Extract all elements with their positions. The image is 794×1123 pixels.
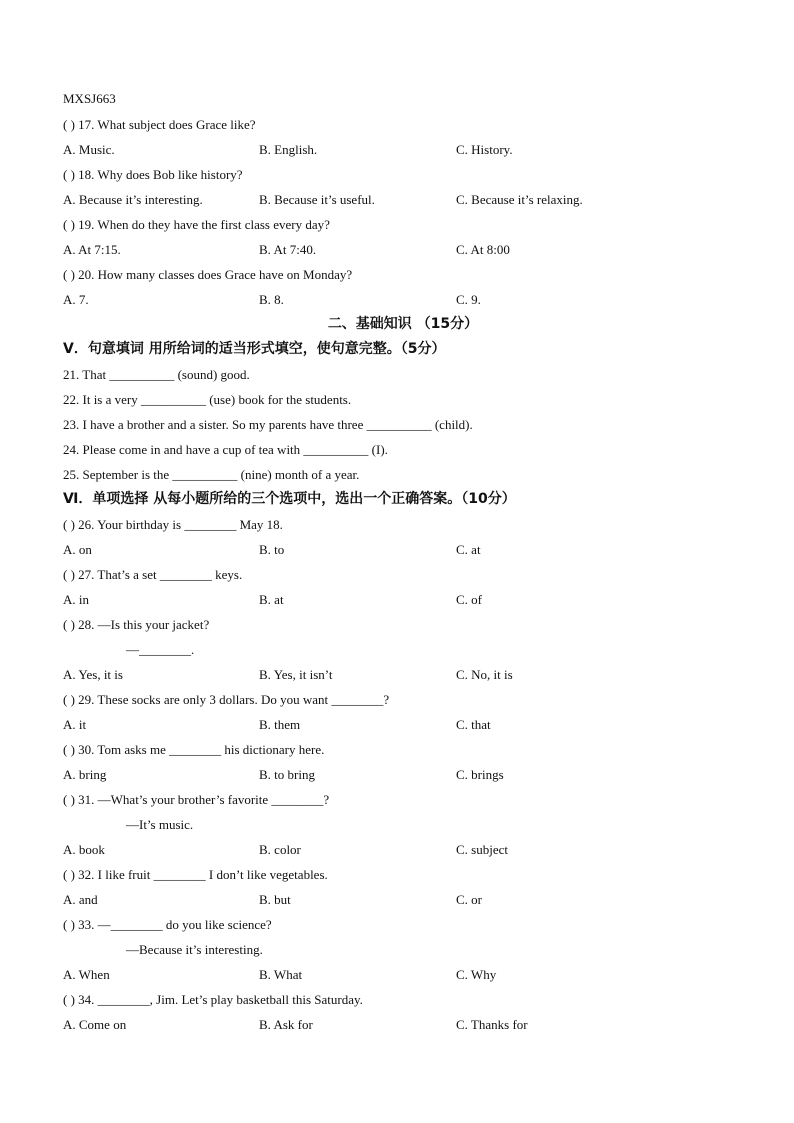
listening-question <box>63 212 743 262</box>
option-c: C. No, it is <box>456 667 513 682</box>
option-row <box>63 1012 743 1037</box>
part-heading: Ⅴ．句意填词 用所给词的适当形式填空，使句意完整。（5分） <box>63 341 446 357</box>
option-c: C. At 8:00 <box>456 242 510 257</box>
choice-question <box>63 737 743 787</box>
question-stem: ( ) 33. —________ do you like science? <box>63 917 272 932</box>
option-b: B. to <box>259 542 285 557</box>
fill-in-item: 21. That __________ (sound) good. <box>63 367 250 382</box>
option-b: B. to bring <box>259 767 315 782</box>
question-stem: ( ) 19. When do they have the first class every day? <box>63 217 330 232</box>
option-c: C. Because it’s relaxing. <box>456 192 583 207</box>
option-c: C. that <box>456 717 491 732</box>
option-row <box>63 762 743 787</box>
option-b: B. but <box>259 892 291 907</box>
question-stem: ( ) 18. Why does Bob like history? <box>63 167 243 182</box>
option-c: C. of <box>456 592 482 607</box>
option-row <box>63 887 743 912</box>
option-a: A. Music. <box>63 142 115 157</box>
part-heading: Ⅵ．单项选择 从每小题所给的三个选项中，选出一个正确答案。（10分） <box>63 491 516 507</box>
listening-question <box>63 162 743 212</box>
choice-question <box>63 562 743 612</box>
option-a: A. on <box>63 542 92 557</box>
listening-question <box>63 112 743 162</box>
exam-page <box>63 86 743 1037</box>
fill-in-item: 23. I have a brother and a sister. So my parents have three __________ (child). <box>63 417 473 432</box>
option-a: A. bring <box>63 767 107 782</box>
dialogue-reply: —________. <box>126 642 195 657</box>
choice-question <box>63 912 743 987</box>
option-a: A. Because it’s interesting. <box>63 192 203 207</box>
fill-in-item: 24. Please come in and have a cup of tea with __________ (I). <box>63 442 388 457</box>
fill-in-item: 22. It is a very __________ (use) book for the students. <box>63 392 352 407</box>
option-row <box>63 187 743 212</box>
question-stem: ( ) 34. ________, Jim. Let’s play basketball this Saturday. <box>63 992 363 1007</box>
option-c: C. 9. <box>456 292 481 307</box>
question-stem: ( ) 28. —Is this your jacket? <box>63 617 210 632</box>
option-row <box>63 837 743 862</box>
option-a: A. At 7:15. <box>63 242 121 257</box>
option-row <box>63 137 743 162</box>
option-c: C. at <box>456 542 481 557</box>
question-stem: ( ) 29. These socks are only 3 dollars. Do you want ________? <box>63 692 390 707</box>
option-c: C. brings <box>456 767 504 782</box>
option-c: C. Thanks for <box>456 1017 528 1032</box>
fill-in-item: 25. September is the __________ (nine) month of a year. <box>63 467 360 482</box>
option-a: A. 7. <box>63 292 89 307</box>
question-stem: ( ) 17. What subject does Grace like? <box>63 117 256 132</box>
option-a: A. Yes, it is <box>63 667 123 682</box>
option-a: A. it <box>63 717 87 732</box>
option-row <box>63 662 743 687</box>
option-row <box>63 587 743 612</box>
choice-question <box>63 987 743 1037</box>
option-row <box>63 287 743 312</box>
option-c: C. or <box>456 892 482 907</box>
option-b: B. English. <box>259 142 318 157</box>
option-b: B. color <box>259 842 301 857</box>
choice-question <box>63 787 743 862</box>
question-stem: ( ) 27. That’s a set ________ keys. <box>63 567 243 582</box>
document-code: MXSJ663 <box>63 91 116 106</box>
option-a: A. When <box>63 967 110 982</box>
listening-question <box>63 262 743 312</box>
option-b: B. Because it’s useful. <box>259 192 375 207</box>
question-stem: ( ) 32. I like fruit ________ I don’t like vegetables. <box>63 867 328 882</box>
option-b: B. Ask for <box>259 1017 313 1032</box>
choice-question <box>63 862 743 912</box>
question-stem: ( ) 26. Your birthday is ________ May 18. <box>63 517 283 532</box>
question-stem: ( ) 20. How many classes does Grace have on Monday? <box>63 267 353 282</box>
option-c: C. Why <box>456 967 497 982</box>
section-title: 二、基础知识 （15分） <box>327 316 479 332</box>
option-b: B. At 7:40. <box>259 242 317 257</box>
dialogue-reply: —Because it’s interesting. <box>126 942 263 957</box>
option-row <box>63 712 743 737</box>
option-b: B. 8. <box>259 292 284 307</box>
option-b: B. at <box>259 592 284 607</box>
option-b: B. them <box>259 717 301 732</box>
option-a: A. and <box>63 892 98 907</box>
option-a: A. book <box>63 842 105 857</box>
option-b: B. Yes, it isn’t <box>259 667 333 682</box>
option-a: A. Come on <box>63 1017 127 1032</box>
question-stem: ( ) 31. —What’s your brother’s favorite ________? <box>63 792 330 807</box>
question-stem: ( ) 30. Tom asks me ________ his dictionary here. <box>63 742 325 757</box>
choice-question <box>63 512 743 562</box>
option-b: B. What <box>259 967 303 982</box>
choice-question <box>63 612 743 687</box>
option-c: C. subject <box>456 842 508 857</box>
option-row <box>63 537 743 562</box>
option-row <box>63 237 743 262</box>
option-c: C. History. <box>456 142 513 157</box>
option-a: A. in <box>63 592 89 607</box>
option-row <box>63 962 743 987</box>
dialogue-reply: —It’s music. <box>126 817 194 832</box>
choice-question <box>63 687 743 737</box>
